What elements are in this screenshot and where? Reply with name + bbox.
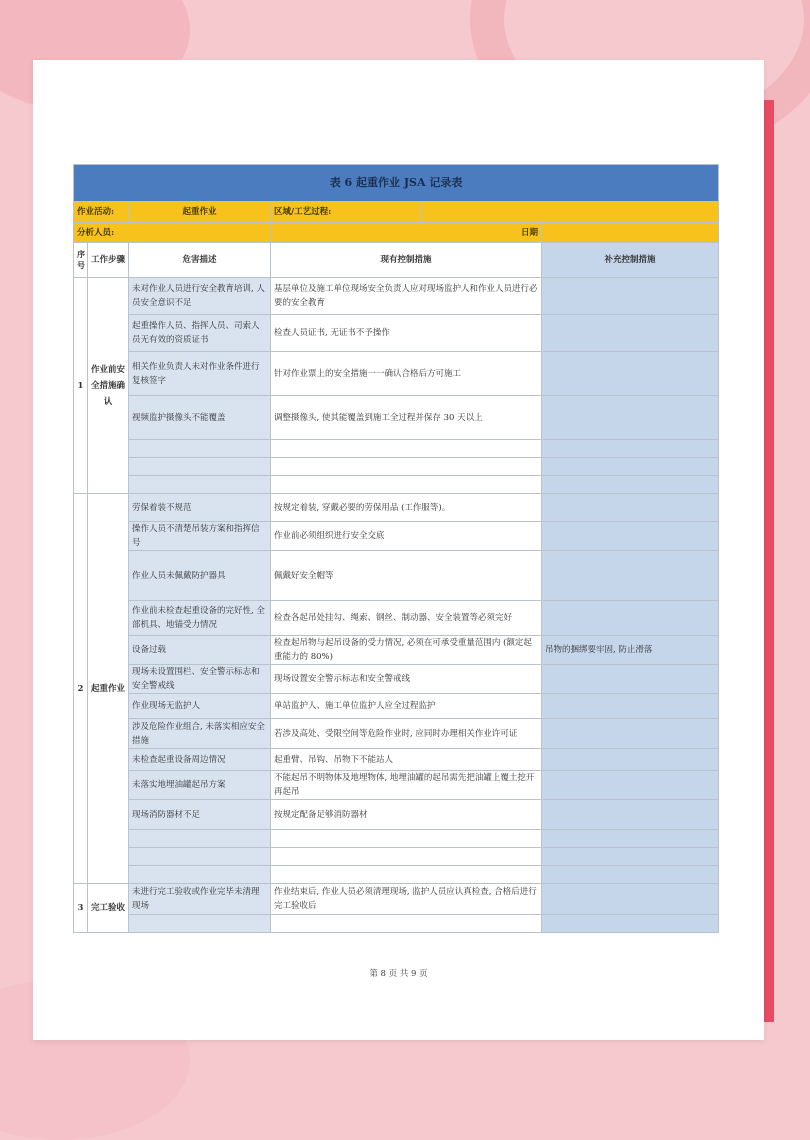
hazard-cell xyxy=(129,476,271,494)
hazard-cell xyxy=(129,848,271,866)
control-cell: 佩戴好安全帽等 xyxy=(271,551,542,601)
supplement-cell xyxy=(542,848,719,866)
header-control: 现有控制措施 xyxy=(271,243,542,278)
header-hazard: 危害描述 xyxy=(129,243,271,278)
area-cell xyxy=(271,202,719,223)
hazard-cell xyxy=(129,440,271,458)
hazard-cell: 未对作业人员进行安全教育培训, 人员安全意识不足 xyxy=(129,278,271,315)
table-row xyxy=(74,522,719,551)
control-cell xyxy=(271,476,542,494)
control-cell xyxy=(271,458,542,476)
table-row xyxy=(74,315,719,352)
table-title: 表 6 起重作业 JSA 记录表 xyxy=(74,165,719,202)
header-supplement: 补充控制措施 xyxy=(542,243,719,278)
section-step: 完工验收 xyxy=(88,884,129,933)
control-cell xyxy=(271,830,542,848)
supplement-cell xyxy=(542,352,719,396)
supplement-cell xyxy=(542,915,719,933)
hazard-cell: 现场未设置围栏、安全警示标志和安全警戒线 xyxy=(129,665,271,694)
analyst-row xyxy=(74,223,719,243)
control-cell: 按规定着装, 穿戴必要的劳保用品 (工作服等)。 xyxy=(271,494,542,522)
table-row xyxy=(74,551,719,601)
supplement-cell xyxy=(542,458,719,476)
table-row xyxy=(74,771,719,800)
table-row xyxy=(74,440,719,458)
supplement-cell xyxy=(542,601,719,636)
supplement-cell xyxy=(542,396,719,440)
section-seq: 3 xyxy=(74,884,88,933)
header-row xyxy=(74,243,719,278)
supplement-cell xyxy=(542,278,719,315)
table-row xyxy=(74,396,719,440)
hazard-cell: 现场消防器材不足 xyxy=(129,800,271,830)
supplement-cell xyxy=(542,800,719,830)
control-cell: 调整摄像头, 使其能覆盖到施工全过程并保存 30 天以上 xyxy=(271,396,542,440)
supplement-cell xyxy=(542,884,719,915)
hazard-cell: 起重操作人员、指挥人员、司索人员无有效的资质证书 xyxy=(129,315,271,352)
hazard-cell: 作业人员未佩戴防护器具 xyxy=(129,551,271,601)
supplement-cell xyxy=(542,719,719,749)
hazard-cell: 作业现场无监护人 xyxy=(129,694,271,719)
hazard-cell xyxy=(129,458,271,476)
control-cell: 检查起吊物与起吊设备的受力情况, 必须在可承受重量范围内 (额定起重能力的 80%) xyxy=(271,636,542,665)
supplement-cell xyxy=(542,522,719,551)
control-cell: 现场设置安全警示标志和安全警戒线 xyxy=(271,665,542,694)
table-row xyxy=(74,749,719,771)
supplement-cell xyxy=(542,749,719,771)
date-label: 日期 xyxy=(271,223,542,243)
table-row xyxy=(74,915,719,933)
control-cell: 检查各起吊处挂勾、绳索、钢丝、制动器、安全装置等必须完好 xyxy=(271,601,542,636)
hazard-cell: 未检查起重设备周边情况 xyxy=(129,749,271,771)
date-value xyxy=(542,223,719,243)
hazard-cell: 作业前未检查起重设备的完好性, 全部机具、地锚受力情况 xyxy=(129,601,271,636)
control-cell xyxy=(271,848,542,866)
control-cell: 单站监护人、施工单位监护人应全过程监护 xyxy=(271,694,542,719)
control-cell xyxy=(271,915,542,933)
activity-label: 作业活动: xyxy=(74,202,129,223)
section-step: 作业前安全措施确认 xyxy=(88,278,129,494)
supplement-cell: 吊物的捆绑要牢固, 防止滑落 xyxy=(542,636,719,665)
activity-value: 起重作业 xyxy=(129,202,271,223)
table-row xyxy=(74,800,719,830)
hazard-cell: 涉及危险作业组合, 未落实相应安全措施 xyxy=(129,719,271,749)
hazard-cell: 相关作业负责人未对作业条件进行复核签字 xyxy=(129,352,271,396)
control-cell: 基层单位及施工单位现场安全负责人应对现场监护人和作业人员进行必要的安全教育 xyxy=(271,278,542,315)
title-row xyxy=(74,165,719,202)
supplement-cell xyxy=(542,440,719,458)
page-footer: 第 8 页 共 9 页 xyxy=(369,969,428,979)
supplement-cell xyxy=(542,476,719,494)
hazard-cell: 设备过载 xyxy=(129,636,271,665)
hazard-cell: 未进行完工验收或作业完毕未清理现场 xyxy=(129,884,271,915)
table-row xyxy=(74,694,719,719)
control-cell: 检查人员证书, 无证书不予操作 xyxy=(271,315,542,352)
hazard-cell: 视频监护摄像头不能覆盖 xyxy=(129,396,271,440)
control-cell xyxy=(271,440,542,458)
area-label: 区域/工艺过程: xyxy=(271,202,421,222)
table-row xyxy=(74,665,719,694)
table-row xyxy=(74,830,719,848)
analyst-label: 分析人员: xyxy=(74,223,271,243)
activity-row xyxy=(74,202,719,223)
control-cell: 若涉及高处、受限空间等危险作业时, 应同时办理相关作业许可证 xyxy=(271,719,542,749)
header-step: 工作步骤 xyxy=(88,243,129,278)
jsa-table xyxy=(73,164,719,933)
table-row xyxy=(74,636,719,665)
hazard-cell xyxy=(129,915,271,933)
table-row xyxy=(74,866,719,884)
document-page xyxy=(33,60,764,1040)
table-row xyxy=(74,719,719,749)
header-seq: 序号 xyxy=(74,243,88,278)
supplement-cell xyxy=(542,315,719,352)
table-row xyxy=(74,278,719,315)
section-step: 起重作业 xyxy=(88,494,129,884)
control-cell: 针对作业票上的安全措施一一确认合格后方可施工 xyxy=(271,352,542,396)
supplement-cell xyxy=(542,694,719,719)
table-row xyxy=(74,476,719,494)
supplement-cell xyxy=(542,771,719,800)
hazard-cell: 劳保着装不规范 xyxy=(129,494,271,522)
supplement-cell xyxy=(542,494,719,522)
table-row xyxy=(74,458,719,476)
section-seq: 1 xyxy=(74,278,88,494)
hazard-cell: 操作人员不清楚吊装方案和指挥信号 xyxy=(129,522,271,551)
table-row xyxy=(74,848,719,866)
supplement-cell xyxy=(542,866,719,884)
supplement-cell xyxy=(542,551,719,601)
control-cell: 起重臂、吊钩、吊物下不能站人 xyxy=(271,749,542,771)
control-cell xyxy=(271,866,542,884)
control-cell: 不能起吊不明物体及地埋物体, 地埋油罐的起吊需先把油罐上覆土挖开再起吊 xyxy=(271,771,542,800)
control-cell: 作业结束后, 作业人员必须清理现场, 监护人员应认真检查, 合格后进行完工验收后 xyxy=(271,884,542,915)
supplement-cell xyxy=(542,665,719,694)
section-seq: 2 xyxy=(74,494,88,884)
table-row xyxy=(74,884,719,915)
hazard-cell: 未落实地埋油罐起吊方案 xyxy=(129,771,271,800)
control-cell: 作业前必须组织进行安全交底 xyxy=(271,522,542,551)
table-row xyxy=(74,601,719,636)
control-cell: 按规定配备足够消防器材 xyxy=(271,800,542,830)
hazard-cell xyxy=(129,866,271,884)
hazard-cell xyxy=(129,830,271,848)
supplement-cell xyxy=(542,830,719,848)
table-row xyxy=(74,352,719,396)
table-row xyxy=(74,494,719,522)
